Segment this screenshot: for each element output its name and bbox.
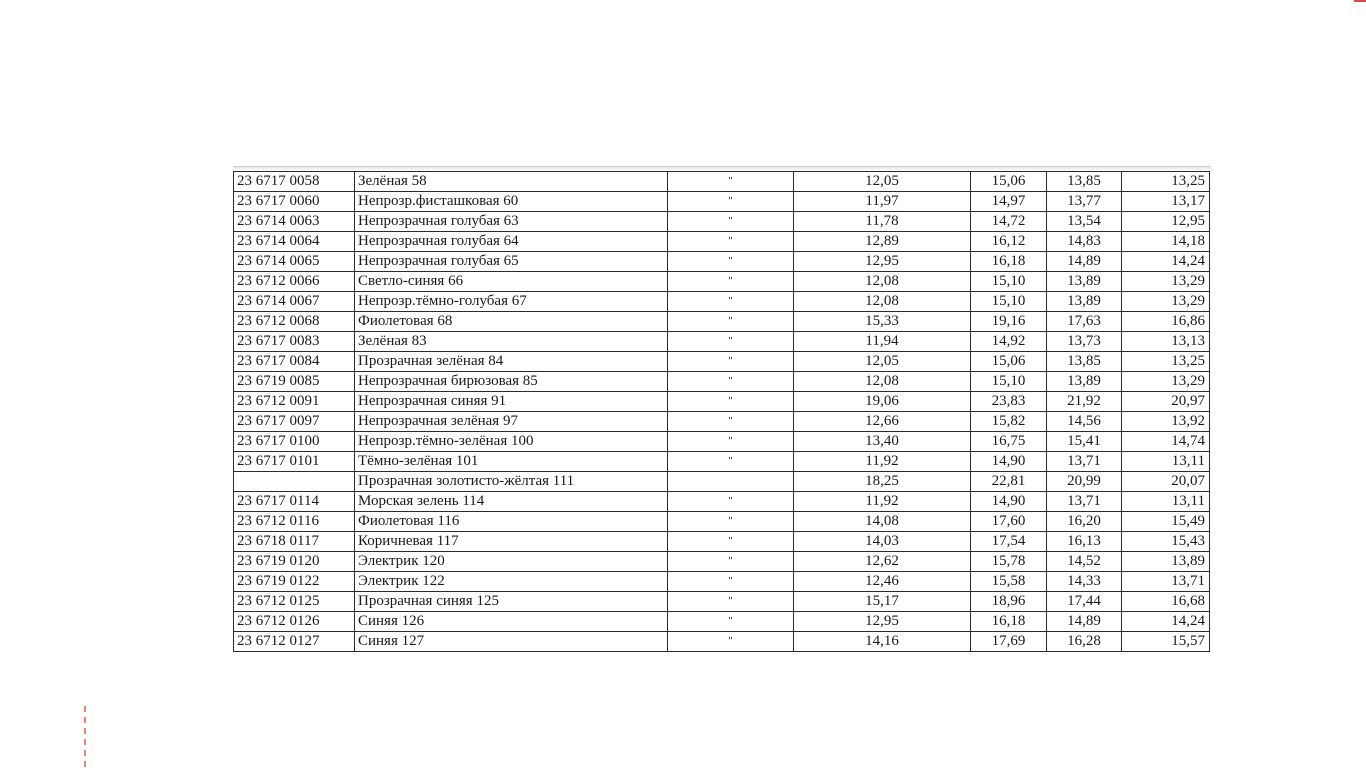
price-4-cell: 20,07	[1122, 472, 1210, 492]
price-2-cell: 15,78	[971, 552, 1047, 572]
price-3-cell: 13,71	[1047, 452, 1122, 472]
product-name-cell: Фиолетовая 68	[355, 312, 668, 332]
product-code-cell	[234, 472, 355, 492]
price-1-cell: 12,62	[794, 552, 971, 572]
price-3-cell: 16,13	[1047, 532, 1122, 552]
price-4-cell: 13,25	[1122, 352, 1210, 372]
table-row	[234, 532, 1210, 552]
price-3-cell: 13,77	[1047, 192, 1122, 212]
price-1-cell: 13,40	[794, 432, 971, 452]
product-code-cell: 23 6717 0114	[234, 492, 355, 512]
price-4-cell: 13,29	[1122, 272, 1210, 292]
price-4-cell: 15,49	[1122, 512, 1210, 532]
price-2-cell: 15,10	[971, 372, 1047, 392]
product-code-cell: 23 6712 0066	[234, 272, 355, 292]
price-3-cell: 14,83	[1047, 232, 1122, 252]
product-code-cell: 23 6717 0058	[234, 172, 355, 192]
corner-accent-mark	[1354, 0, 1366, 2]
price-2-cell: 15,58	[971, 572, 1047, 592]
price-2-cell: 17,69	[971, 632, 1047, 652]
ditto-mark-cell	[668, 472, 794, 492]
price-2-cell: 17,60	[971, 512, 1047, 532]
left-edge-marker	[84, 706, 86, 768]
product-name-cell: Электрик 122	[355, 572, 668, 592]
price-2-cell: 18,96	[971, 592, 1047, 612]
price-1-cell: 12,89	[794, 232, 971, 252]
price-1-cell: 12,66	[794, 412, 971, 432]
price-3-cell: 14,89	[1047, 612, 1122, 632]
ditto-mark-cell: "	[668, 492, 794, 512]
table-row	[234, 592, 1210, 612]
ditto-mark-cell: "	[668, 392, 794, 412]
price-4-cell: 13,17	[1122, 192, 1210, 212]
product-name-cell: Непрозрачная синяя 91	[355, 392, 668, 412]
ditto-mark-cell: "	[668, 552, 794, 572]
price-4-cell: 14,18	[1122, 232, 1210, 252]
price-3-cell: 13,89	[1047, 272, 1122, 292]
product-code-cell: 23 6712 0116	[234, 512, 355, 532]
table-row	[234, 252, 1210, 272]
price-1-cell: 12,08	[794, 292, 971, 312]
product-name-cell: Коричневая 117	[355, 532, 668, 552]
ditto-mark-cell: "	[668, 172, 794, 192]
table-row	[234, 192, 1210, 212]
ditto-mark-cell: "	[668, 352, 794, 372]
price-2-cell: 15,10	[971, 292, 1047, 312]
product-name-cell: Прозрачная золотисто-жёлтая 111	[355, 472, 668, 492]
table-row	[234, 312, 1210, 332]
price-1-cell: 12,46	[794, 572, 971, 592]
table-row	[234, 432, 1210, 452]
product-name-cell: Непрозр.фисташковая 60	[355, 192, 668, 212]
product-name-cell: Синяя 126	[355, 612, 668, 632]
price-3-cell: 14,52	[1047, 552, 1122, 572]
table-row	[234, 272, 1210, 292]
price-2-cell: 15,10	[971, 272, 1047, 292]
product-code-cell: 23 6717 0060	[234, 192, 355, 212]
ditto-mark-cell: "	[668, 272, 794, 292]
price-1-cell: 14,03	[794, 532, 971, 552]
product-name-cell: Непрозрачная голубая 65	[355, 252, 668, 272]
product-code-cell: 23 6718 0117	[234, 532, 355, 552]
table-row	[234, 232, 1210, 252]
product-name-cell: Прозрачная синяя 125	[355, 592, 668, 612]
product-code-cell: 23 6712 0068	[234, 312, 355, 332]
table-row	[234, 632, 1210, 652]
price-2-cell: 16,12	[971, 232, 1047, 252]
ditto-mark-cell: "	[668, 512, 794, 532]
table-row	[234, 612, 1210, 632]
price-1-cell: 11,92	[794, 492, 971, 512]
ditto-mark-cell: "	[668, 192, 794, 212]
product-code-cell: 23 6714 0065	[234, 252, 355, 272]
price-4-cell: 13,89	[1122, 552, 1210, 572]
price-1-cell: 18,25	[794, 472, 971, 492]
price-2-cell: 23,83	[971, 392, 1047, 412]
product-name-cell: Непрозр.тёмно-голубая 67	[355, 292, 668, 312]
ditto-mark-cell: "	[668, 372, 794, 392]
price-4-cell: 13,71	[1122, 572, 1210, 592]
price-2-cell: 15,06	[971, 352, 1047, 372]
product-code-cell: 23 6719 0122	[234, 572, 355, 592]
table-row	[234, 172, 1210, 192]
ditto-mark-cell: "	[668, 292, 794, 312]
product-code-cell: 23 6719 0120	[234, 552, 355, 572]
product-name-cell: Морская зелень 114	[355, 492, 668, 512]
price-3-cell: 21,92	[1047, 392, 1122, 412]
product-code-cell: 23 6714 0067	[234, 292, 355, 312]
table-row	[234, 492, 1210, 512]
price-2-cell: 14,72	[971, 212, 1047, 232]
price-1-cell: 12,95	[794, 252, 971, 272]
ditto-mark-cell: "	[668, 432, 794, 452]
price-4-cell: 13,29	[1122, 372, 1210, 392]
ditto-mark-cell: "	[668, 452, 794, 472]
price-2-cell: 14,92	[971, 332, 1047, 352]
price-1-cell: 15,33	[794, 312, 971, 332]
ditto-mark-cell: "	[668, 612, 794, 632]
price-3-cell: 16,28	[1047, 632, 1122, 652]
ditto-mark-cell: "	[668, 312, 794, 332]
price-4-cell: 16,86	[1122, 312, 1210, 332]
price-3-cell: 13,85	[1047, 172, 1122, 192]
table-row	[234, 292, 1210, 312]
price-1-cell: 19,06	[794, 392, 971, 412]
price-3-cell: 14,56	[1047, 412, 1122, 432]
ditto-mark-cell: "	[668, 572, 794, 592]
product-code-cell: 23 6719 0085	[234, 372, 355, 392]
price-1-cell: 12,95	[794, 612, 971, 632]
product-name-cell: Непрозрачная бирюзовая 85	[355, 372, 668, 392]
price-3-cell: 17,44	[1047, 592, 1122, 612]
price-3-cell: 13,85	[1047, 352, 1122, 372]
price-1-cell: 15,17	[794, 592, 971, 612]
price-3-cell: 17,63	[1047, 312, 1122, 332]
ditto-mark-cell: "	[668, 592, 794, 612]
table-row	[234, 412, 1210, 432]
price-3-cell: 16,20	[1047, 512, 1122, 532]
product-name-cell: Синяя 127	[355, 632, 668, 652]
price-3-cell: 13,89	[1047, 372, 1122, 392]
price-1-cell: 11,92	[794, 452, 971, 472]
price-4-cell: 13,11	[1122, 492, 1210, 512]
price-3-cell: 13,73	[1047, 332, 1122, 352]
price-1-cell: 14,16	[794, 632, 971, 652]
price-4-cell: 16,68	[1122, 592, 1210, 612]
product-name-cell: Непрозрачная голубая 63	[355, 212, 668, 232]
price-3-cell: 14,33	[1047, 572, 1122, 592]
price-table	[233, 171, 1210, 652]
price-1-cell: 12,08	[794, 272, 971, 292]
product-code-cell: 23 6717 0083	[234, 332, 355, 352]
price-4-cell: 13,92	[1122, 412, 1210, 432]
product-code-cell: 23 6712 0091	[234, 392, 355, 412]
price-2-cell: 16,75	[971, 432, 1047, 452]
price-1-cell: 12,05	[794, 352, 971, 372]
product-code-cell: 23 6717 0097	[234, 412, 355, 432]
table-row	[234, 352, 1210, 372]
product-code-cell: 23 6717 0100	[234, 432, 355, 452]
price-4-cell: 12,95	[1122, 212, 1210, 232]
price-2-cell: 16,18	[971, 252, 1047, 272]
ditto-mark-cell: "	[668, 232, 794, 252]
product-name-cell: Тёмно-зелёная 101	[355, 452, 668, 472]
table-row	[234, 452, 1210, 472]
table-row	[234, 512, 1210, 532]
price-1-cell: 11,97	[794, 192, 971, 212]
ditto-mark-cell: "	[668, 332, 794, 352]
product-name-cell: Непрозр.тёмно-зелёная 100	[355, 432, 668, 452]
product-code-cell: 23 6714 0064	[234, 232, 355, 252]
table-row	[234, 212, 1210, 232]
price-4-cell: 13,25	[1122, 172, 1210, 192]
price-2-cell: 16,18	[971, 612, 1047, 632]
price-2-cell: 15,06	[971, 172, 1047, 192]
ditto-mark-cell: "	[668, 212, 794, 232]
price-4-cell: 13,29	[1122, 292, 1210, 312]
table-row	[234, 572, 1210, 592]
price-4-cell: 15,57	[1122, 632, 1210, 652]
price-3-cell: 20,99	[1047, 472, 1122, 492]
table-row	[234, 472, 1210, 492]
product-name-cell: Электрик 120	[355, 552, 668, 572]
price-4-cell: 14,24	[1122, 612, 1210, 632]
price-2-cell: 14,90	[971, 452, 1047, 472]
price-4-cell: 20,97	[1122, 392, 1210, 412]
price-2-cell: 15,82	[971, 412, 1047, 432]
product-name-cell: Фиолетовая 116	[355, 512, 668, 532]
product-code-cell: 23 6712 0125	[234, 592, 355, 612]
price-4-cell: 14,24	[1122, 252, 1210, 272]
product-name-cell: Светло-синяя 66	[355, 272, 668, 292]
price-table-body	[234, 172, 1210, 652]
scanned-price-table	[233, 166, 1211, 654]
ditto-mark-cell: "	[668, 532, 794, 552]
price-3-cell: 13,89	[1047, 292, 1122, 312]
price-3-cell: 13,71	[1047, 492, 1122, 512]
price-3-cell: 14,89	[1047, 252, 1122, 272]
price-1-cell: 12,05	[794, 172, 971, 192]
product-code-cell: 23 6712 0126	[234, 612, 355, 632]
ditto-mark-cell: "	[668, 632, 794, 652]
product-code-cell: 23 6717 0084	[234, 352, 355, 372]
product-name-cell: Непрозрачная зелёная 97	[355, 412, 668, 432]
price-4-cell: 13,13	[1122, 332, 1210, 352]
price-4-cell: 14,74	[1122, 432, 1210, 452]
table-row	[234, 332, 1210, 352]
price-3-cell: 15,41	[1047, 432, 1122, 452]
price-2-cell: 14,97	[971, 192, 1047, 212]
price-2-cell: 22,81	[971, 472, 1047, 492]
price-1-cell: 11,78	[794, 212, 971, 232]
product-code-cell: 23 6714 0063	[234, 212, 355, 232]
price-1-cell: 11,94	[794, 332, 971, 352]
table-row	[234, 372, 1210, 392]
ditto-mark-cell: "	[668, 252, 794, 272]
price-4-cell: 15,43	[1122, 532, 1210, 552]
price-2-cell: 19,16	[971, 312, 1047, 332]
price-4-cell: 13,11	[1122, 452, 1210, 472]
price-3-cell: 13,54	[1047, 212, 1122, 232]
price-1-cell: 14,08	[794, 512, 971, 532]
product-name-cell: Прозрачная зелёная 84	[355, 352, 668, 372]
table-row	[234, 552, 1210, 572]
table-row	[234, 392, 1210, 412]
product-code-cell: 23 6717 0101	[234, 452, 355, 472]
product-code-cell: 23 6712 0127	[234, 632, 355, 652]
price-1-cell: 12,08	[794, 372, 971, 392]
product-name-cell: Непрозрачная голубая 64	[355, 232, 668, 252]
ditto-mark-cell: "	[668, 412, 794, 432]
price-2-cell: 14,90	[971, 492, 1047, 512]
price-2-cell: 17,54	[971, 532, 1047, 552]
product-name-cell: Зелёная 83	[355, 332, 668, 352]
product-name-cell: Зелёная 58	[355, 172, 668, 192]
